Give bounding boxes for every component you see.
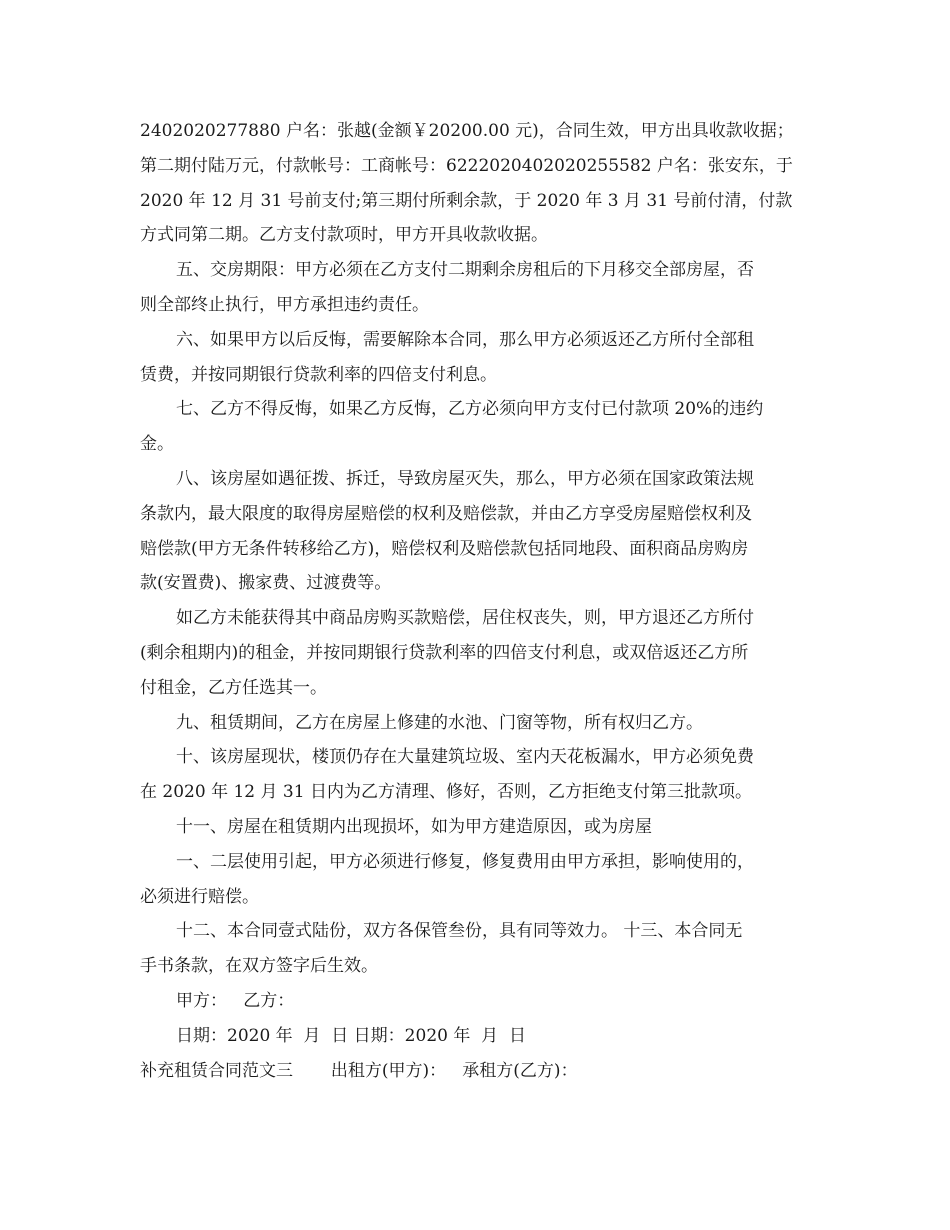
- clause-10-paragraph: [140, 740, 820, 810]
- text-line: 2020 年 12 月 31 号前支付;第三期付所剩余款，于 2020 年 3 月 31 号前付清，付款: [140, 190, 793, 211]
- text-line: 款(安置费)、搬家费、过渡费等。: [140, 573, 392, 594]
- text-line: 六、如果甲方以后反悔，需要解除本合同，那么甲方必须返还乙方所付全部租: [176, 329, 754, 350]
- signature-parties: 甲方： 乙方：: [176, 990, 295, 1011]
- text-line: 五、交房期限：甲方必须在乙方支付二期剩余房租后的下月移交全部房屋，否: [176, 260, 754, 281]
- payment-terms-paragraph: [140, 114, 820, 253]
- text-line: 九、租赁期间，乙方在房屋上修建的水池、门窗等物，所有权归乙方。: [176, 712, 703, 733]
- text-line: 2402020277880 户名：张越(金额￥20200.00 元)，合同生效，甲方出具收款收据；: [140, 121, 794, 141]
- signature-dates: 日期：2020 年 月 日 日期：2020 年 月 日: [176, 1025, 526, 1046]
- clause-8-paragraph: [140, 462, 820, 601]
- clause-8-supplement-paragraph: [140, 601, 820, 705]
- text-line: 则全部终止执行，甲方承担违约责任。: [140, 294, 429, 315]
- text-line: 七、乙方不得反悔，如果乙方反悔，乙方必须向甲方支付已付款项 20%的违约: [176, 399, 764, 420]
- supplementary-contract-heading: 补充租赁合同范文三 出租方(甲方)： 承租方(乙方)：: [140, 1060, 578, 1081]
- text-line: 手书条款，在双方签字后生效。: [140, 956, 378, 977]
- clause-7-paragraph: [140, 392, 820, 462]
- text-line: 必须进行赔偿。: [140, 886, 259, 907]
- text-line: 八、该房屋如遇征拨、拆迁，导致房屋灭失，那么，甲方必须在国家政策法规: [176, 468, 754, 489]
- clause-11-continuation-paragraph: [140, 845, 820, 915]
- text-line: 赁费，并按同期银行贷款利率的四倍支付利息。: [140, 364, 497, 385]
- text-line: 第二期付陆万元，付款帐号：工商帐号：6222020402020255582 户名：张安东，于: [140, 155, 793, 176]
- text-line: 十二、本合同壹式陆份，双方各保管叁份，具有同等效力。 十三、本合同无: [176, 921, 743, 942]
- text-line: 在 2020 年 12 月 31 日内为乙方清理、修好，否则，乙方拒绝支付第三批款项。: [140, 782, 752, 803]
- text-line: 赔偿款(甲方无条件转移给乙方)，赔偿权利及赔偿款包括同地段、面积商品房购房: [140, 538, 749, 559]
- text-line: 如乙方未能获得其中商品房购买款赔偿，居住权丧失，则，甲方退还乙方所付: [176, 608, 754, 629]
- text-line: (剩余租期内)的租金，并按同期银行贷款利率的四倍支付利息，或双倍返还乙方所: [140, 642, 749, 663]
- clause-6-paragraph: [140, 323, 820, 393]
- text-line: 方式同第二期。乙方支付款项时，甲方开具收款收据。: [140, 225, 548, 246]
- text-line: 一、二层使用引起，甲方必须进行修复，修复费用由甲方承担，影响使用的，: [176, 851, 754, 872]
- clause-5-paragraph: [140, 253, 820, 323]
- clause-11-paragraph: [140, 810, 820, 845]
- clause-9-paragraph: [140, 706, 820, 741]
- text-line: 十、该房屋现状，楼顶仍存在大量建筑垃圾、室内天花板漏水，甲方必须免费: [176, 747, 754, 768]
- text-line: 条款内，最大限度的取得房屋赔偿的权利及赔偿款，并由乙方享受房屋赔偿权利及: [140, 503, 752, 524]
- text-line: 十一、房屋在租赁期内出现损坏，如为甲方建造原因，或为房屋: [176, 816, 652, 837]
- text-line: 金。: [140, 434, 174, 455]
- clause-12-13-paragraph: [140, 914, 820, 984]
- document-body: [140, 114, 820, 1088]
- text-line: 付租金，乙方任选其一。: [140, 677, 327, 698]
